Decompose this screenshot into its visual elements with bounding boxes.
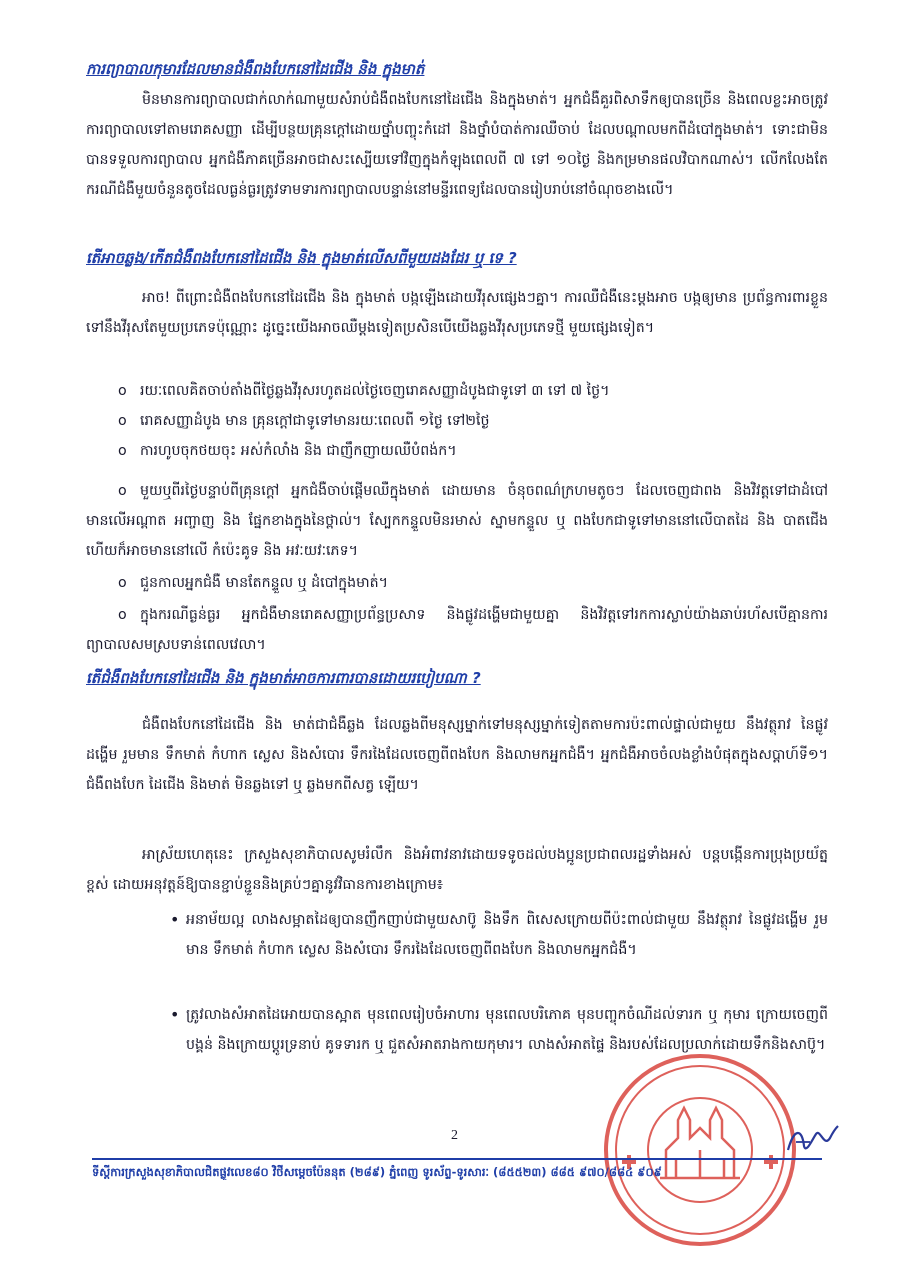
list-item-mouth-sores: [86, 476, 828, 566]
list-marker: o: [118, 443, 127, 459]
list-item-appetite: [86, 436, 828, 466]
list-marker: o: [118, 413, 127, 429]
list-item-incubation: [86, 376, 828, 406]
list-item-text: រយៈពេលគិតចាប់តាំងពីថ្ងៃឆ្លងវីរុសរហូតដល់ថ្ងៃចេញរោគសញ្ញាដំបូងជាទូទៅ ៣ ទៅ ៧ ថ្ងៃ។: [140, 383, 610, 399]
bullet-icon: •: [170, 1005, 180, 1024]
list-item-text: មួយឬពីរថ្ងៃបន្ទាប់ពីគ្រុនក្តៅ អ្នកជំងឺចាប់ផ្តើមឈឺក្នុងមាត់ ដោយមាន ចំនុចពណ៌ក្រហមតូចៗ ដែលចេញជាពង និងវិវត្តទៅជាដំបៅមានលើអណ្តាត អញ្ចាញ និង ផ្នែកខាងក្នុងនៃថ្ពាល់។ ស្បែកកន្ទួលមិនរមាស់ ស្នាមកន្ទួល ឬ ពងបែកជាទូទៅមាននៅលើបាតដៃ និង បាតជើង ហើយក៏អាចមាននៅលើ កំប៉េះគូទ និង អវៈយវៈភេទ។: [86, 483, 828, 559]
paragraph-reinfection: អាច! ពីព្រោះជំងឺពងបែកនៅដៃជើង និង ក្នុងមាត់ បង្កឡើងដោយវីរុសផ្សេងៗគ្នា។ ការឈឺជំងឺនេះម្តងអាច បង្កឲ្យមាន ប្រព័ន្ធការពារខ្លួនទៅនឹងវីរុសតែមួយប្រភេទប៉ុណ្ណោះ ដូច្នេះយើងអាចឈឺម្តងទៀតប្រសិនបើយើងឆ្លងវីរុសប្រភេទថ្មី មួយផ្សេងទៀត។: [86, 290, 828, 336]
list-marker: o: [118, 607, 127, 623]
section-heading-reinfection: តើអាចឆ្លង/កើតជំងឺពងបែកនៅដៃជើង និង ក្នុងមាត់លើសពីមួយដងដែរ ឬ ទេ ?: [86, 249, 517, 267]
list-item-text: ជួនកាលអ្នកជំងឺ មានតែកន្ទួល ឬ ដំបៅក្នុងមាត់។: [140, 575, 389, 591]
paragraph-treatment: មិនមានការព្យាបាលជាក់លាក់ណាមួយសំរាប់ជំងឺពងបែកនៅដៃជើង និងក្នុងមាត់។ អ្នកជំងឺគួរពិសាទឹកឲ្យបានច្រើន និងពេលខ្លះអាចត្រូវការព្យាបាលទៅតាមរោគសញ្ញា ដើម្បីបន្ថយគ្រុនក្តៅដោយថ្នាំបញ្ចុះកំដៅ និងថ្នាំបំបាត់ការឈឺចាប់ ដែលបណ្តាលមកពីដំបៅក្នុងមាត់។ ទោះជាមិនបានទទួលការព្យាបាល អ្នកជំងឺភាគច្រើនអាចជាសះស្បើយទៅវិញក្នុងកំឡុងពេលពី ៧ ទៅ ១០ថ្ងៃ និងកម្រមានផលវិបាកណាស់។ លើកលែងតែករណីជំងឺមួយចំនួនតូចដែលធ្ងន់ធ្ងរត្រូវទាមទារការព្យាបាលបន្ទាន់នៅមន្ទីរពេទ្យដែលបានរៀបរាប់នៅចំណុចខាងលើ។: [86, 92, 828, 198]
footer-divider: [92, 1158, 822, 1160]
list-item-severe: [86, 600, 828, 660]
section-heading-treatment: ការព្យាបាលកុមារដែលមានជំងឺពងបែកនៅដៃជើង និង ក្នុងមាត់: [86, 60, 425, 78]
footer-address: ទីស្តីការក្រសួងសុខាភិបាលជិតផ្លូវលេខ៨០ វិថីសម្តេចប៉ែននុត (២៨៩) ភ្នំពេញ ទូរស័ព្ទ-ទូរសារៈ (៨៥៥២៣) ៨៨៥ ៩៧០/៨៨៤ ៩០៩: [92, 1165, 662, 1179]
list-item-fever: [86, 406, 828, 436]
list-marker: o: [118, 383, 127, 399]
bullet-item-hygiene: អនាម័យល្អ លាងសម្អាតដៃឲ្យបានញឹកញាប់ជាមួយសាប៊ូ និងទឹក ពិសេសក្រោយពីប៉ះពាល់ជាមួយ នឹងវត្ថុរាវ នៃផ្លូវដង្ហើម រួមមាន ទឹកមាត់ កំហាក ស្លេស និងសំបោរ ទឹករងៃដែលចេញពីពងបែក និងលាមកអ្នកជំងឺ។: [186, 912, 828, 958]
bullet-item-handwashing: ត្រូវលាងសំអាតដៃអោយបានស្អាត មុនពេលរៀបចំអាហារ មុនពេលបរិភោគ មុនបញ្ចុកចំណីដល់ទារក ឬ កុមារ ក្រោយចេញពីបង្គន់ និងក្រោយប្តូរទ្រនាប់ គូទទារក ឬ ជួតសំអាតរាងកាយកុមារ។ លាងសំអាតផ្ទៃ និងរបស់ដែលប្រលាក់ដោយទឹកនិងសាប៊ូ។: [186, 1007, 828, 1053]
list-item-rash-only: [86, 568, 828, 598]
list-item-text: ក្នុងករណីធ្ងន់ធ្ងរ អ្នកជំងឺមានរោគសញ្ញាប្រព័ន្ធប្រសាទ និងផ្លូវដង្ហើមជាមួយគ្នា និងវិវត្តទៅរកការស្លាប់យ៉ាងឆាប់រហ័សបើគ្មានការព្យាបាលសមស្របទាន់ពេលវេលា។: [86, 607, 828, 653]
paragraph-transmission: ជំងឺពងបែកនៅដៃជើង និង មាត់ជាជំងឺឆ្លង ដែលឆ្លងពីមនុស្សម្នាក់ទៅមនុស្សម្នាក់ទៀតតាមការប៉ះពាល់ផ្ទាល់ជាមួយ នឹងវត្ថុរាវ នៃផ្លូវដង្ហើម រួមមាន ទឹកមាត់ កំហាក ស្លេស និងសំបោរ ទឹករងៃដែលចេញពីពងបែក និងលាមកអ្នកជំងឺ។ អ្នកជំងឺអាចចំលងខ្លាំងបំផុតក្នុងសប្តាហ៍ទី១។ ជំងឺពងបែក ដៃជើង និងមាត់ មិនឆ្លងទៅ ឬ ឆ្លងមកពីសត្វ ឡើយ។: [86, 717, 828, 793]
page-number: 2: [451, 1128, 458, 1143]
list-item-text: រោគសញ្ញាដំបូង មាន គ្រុនក្តៅជាទូទៅមានរយៈពេលពី ១ថ្ងៃ ទៅ២ថ្ងៃ: [140, 413, 490, 429]
section-heading-prevention: តើជំងឺពងបែកនៅដៃជើង និង ក្នុងមាត់អាចការពារបានដោយរបៀបណា ?: [86, 669, 481, 687]
list-marker: o: [118, 483, 127, 499]
bullet-icon: •: [170, 910, 180, 929]
list-marker: o: [118, 575, 127, 591]
official-seal-icon: [600, 1050, 800, 1250]
list-item-text: ការហូបចុកថយចុះ អស់កំលាំង និង ជាញឹកញាយឈឺបំពង់ក។: [140, 443, 457, 459]
paragraph-appeal: អាស្រ័យហេតុនេះ ក្រសួងសុខាភិបាលសូមរំលឹក និងអំពាវនាវដោយទទូចដល់បងប្អូនប្រជាពលរដ្ឋទាំងអស់ បន្តបង្កើនការប្រុងប្រយ័ត្នខ្ពស់ ដោយអនុវត្តន៍ឱ្យបានខ្ជាប់ខ្ជួននិងគ្រប់ៗគ្នានូវវិធានការខាងក្រោម៖: [86, 847, 828, 893]
